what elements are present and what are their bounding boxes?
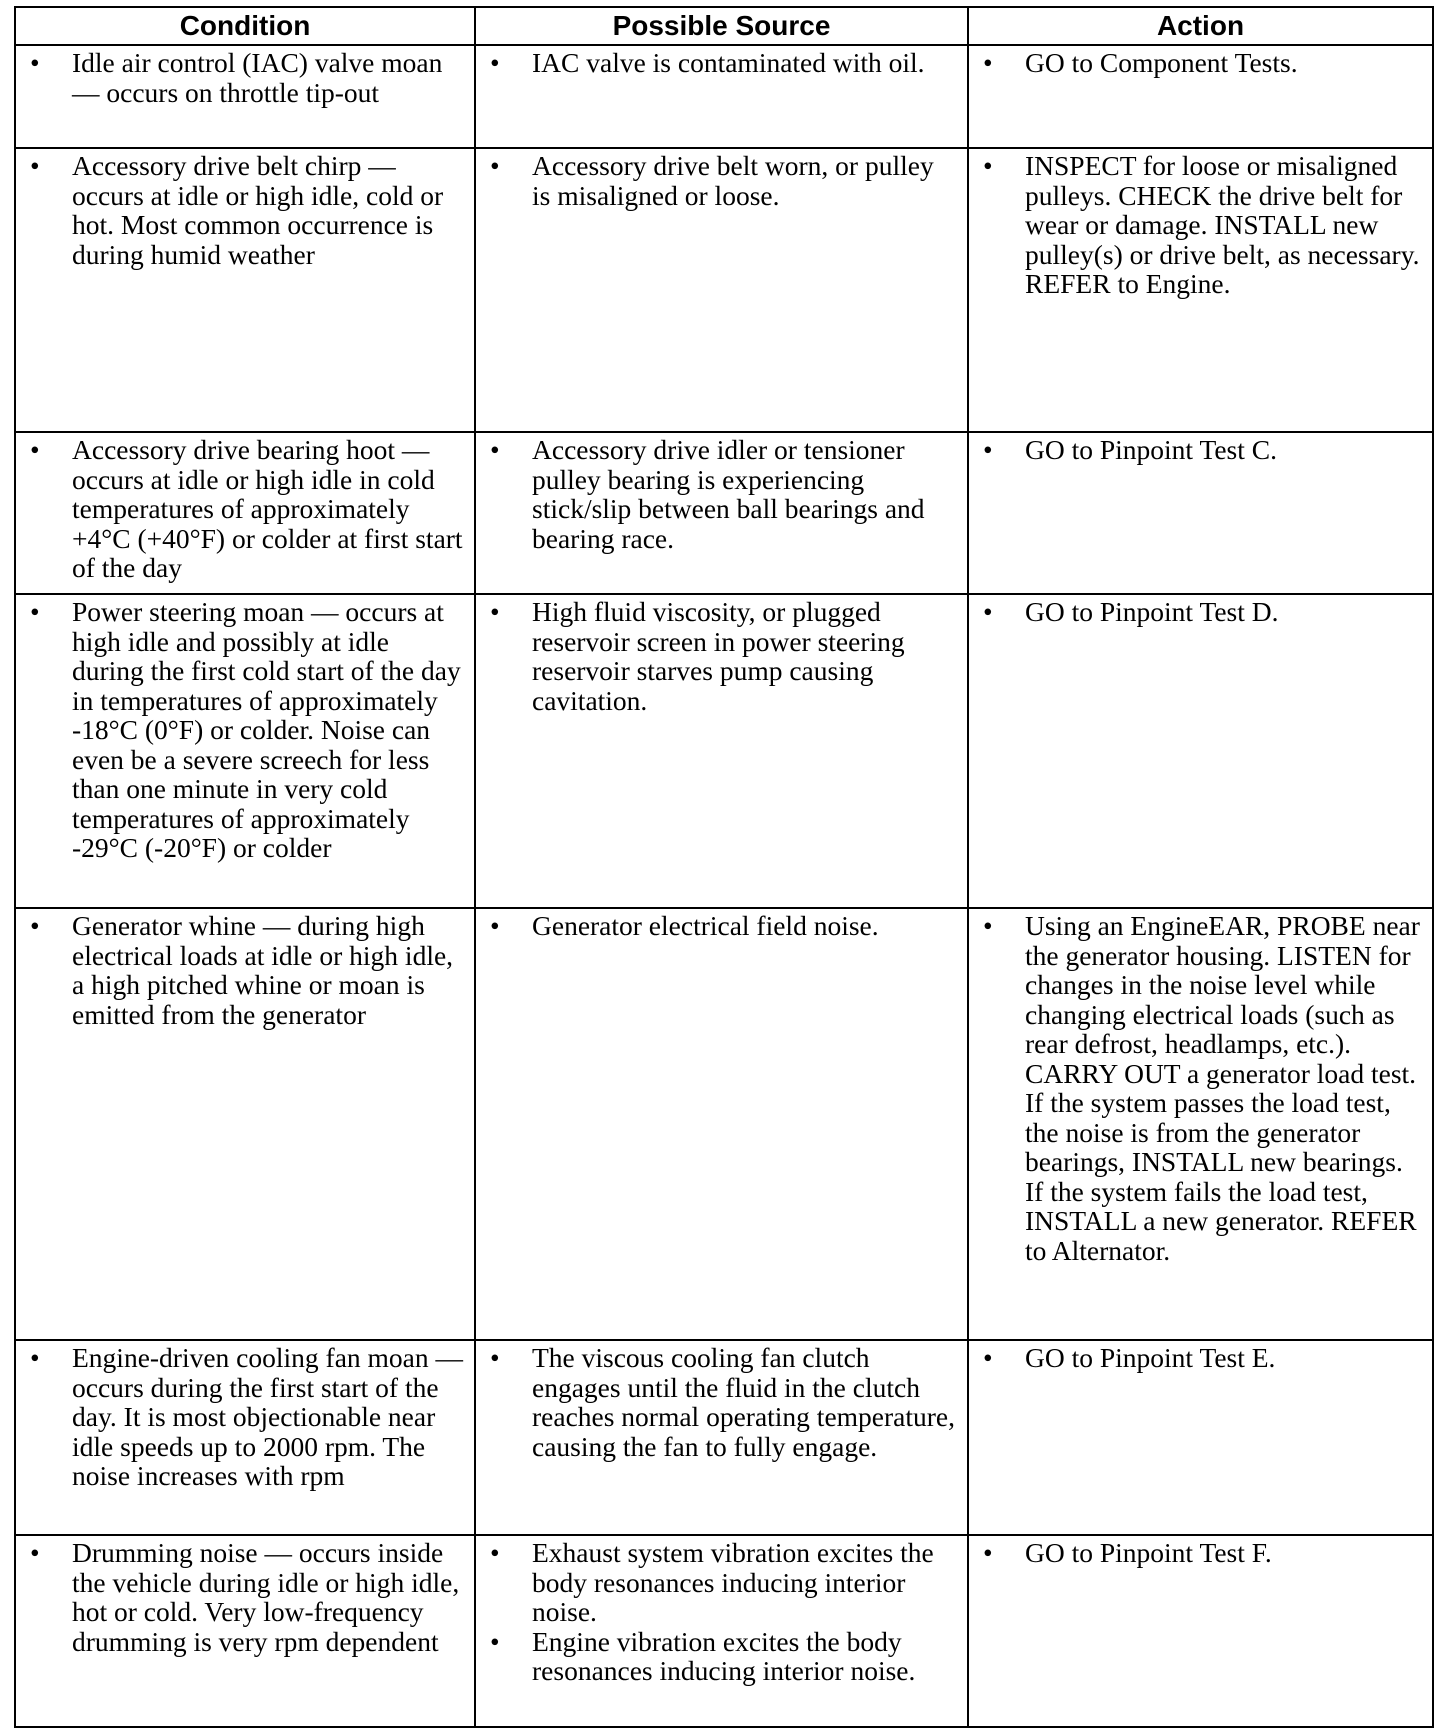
condition-text: • Accessory drive bearing hoot — occurs at idle or high idle in cold temperatures of approximately +4°C (+40°F) or colder at first start of the day xyxy=(30,435,464,583)
source-cell xyxy=(475,432,968,594)
header-action: Action xyxy=(968,7,1433,45)
source-cell xyxy=(475,594,968,908)
condition-cell xyxy=(15,1535,475,1727)
source-text: • Engine vibration excites the body resonances inducing interior noise. xyxy=(490,1627,957,1686)
action-cell xyxy=(968,1535,1433,1727)
table-row xyxy=(15,594,1433,908)
source-cell xyxy=(475,1340,968,1535)
source-text: • Accessory drive belt worn, or pulley is misaligned or loose. xyxy=(490,151,957,210)
header-condition: Condition xyxy=(15,7,475,45)
header-possible-source: Possible Source xyxy=(475,7,968,45)
condition-text: • Accessory drive belt chirp — occurs at idle or high idle, cold or hot. Most common occurrence is during humid weather xyxy=(30,151,464,269)
action-text: • GO to Pinpoint Test D. xyxy=(983,597,1422,627)
table-row xyxy=(15,908,1433,1340)
action-cell xyxy=(968,148,1433,432)
source-text: • The viscous cooling fan clutch engages until the fluid in the clutch reaches normal operating temperature, causing the fan to fully engage. xyxy=(490,1343,957,1461)
source-cell xyxy=(475,1535,968,1727)
condition-text: • Drumming noise — occurs inside the vehicle during idle or high idle, hot or cold. Very low-frequency drumming is very rpm dependent xyxy=(30,1538,464,1656)
source-text: • Generator electrical field noise. xyxy=(490,911,957,941)
condition-text: • Idle air control (IAC) valve moan — occurs on throttle tip-out xyxy=(30,48,464,107)
condition-cell xyxy=(15,148,475,432)
table-row xyxy=(15,148,1433,432)
condition-text: • Generator whine — during high electrical loads at idle or high idle, a high pitched whine or moan is emitted from the generator xyxy=(30,911,464,1029)
action-text: • INSPECT for loose or misaligned pulleys. CHECK the drive belt for wear or damage. INSTALL new pulley(s) or drive belt, as necessary. REFER to Engine. xyxy=(983,151,1422,299)
action-text: • GO to Pinpoint Test F. xyxy=(983,1538,1422,1568)
action-text: • GO to Pinpoint Test C. xyxy=(983,435,1422,465)
condition-text: • Engine-driven cooling fan moan — occurs during the first start of the day. It is most objectionable near idle speeds up to 2000 rpm. The noise increases with rpm xyxy=(30,1343,464,1491)
table-row xyxy=(15,1340,1433,1535)
action-text: • GO to Pinpoint Test E. xyxy=(983,1343,1422,1373)
condition-cell xyxy=(15,594,475,908)
condition-cell xyxy=(15,45,475,148)
source-cell xyxy=(475,908,968,1340)
condition-cell xyxy=(15,432,475,594)
source-text: • Exhaust system vibration excites the body resonances inducing interior noise. xyxy=(490,1538,957,1627)
action-text: • GO to Component Tests. xyxy=(983,48,1422,78)
action-cell xyxy=(968,432,1433,594)
source-cell xyxy=(475,45,968,148)
source-text: • High fluid viscosity, or plugged reservoir screen in power steering reservoir starves pump causing cavitation. xyxy=(490,597,957,715)
diagnosis-table xyxy=(14,6,1434,1728)
action-cell xyxy=(968,45,1433,148)
table-row xyxy=(15,45,1433,148)
condition-cell xyxy=(15,908,475,1340)
condition-text: • Power steering moan — occurs at high idle and possibly at idle during the first cold start of the day in temperatures of approximately -18°C (0°F) or colder. Noise can even be a severe screech for less than one minute in very cold temperatures of approximately -29°C (-20°F) or colder xyxy=(30,597,464,863)
table-row xyxy=(15,1535,1433,1727)
action-cell xyxy=(968,908,1433,1340)
source-text: • Accessory drive idler or tensioner pulley bearing is experiencing stick/slip between ball bearings and bearing race. xyxy=(490,435,957,553)
table-row xyxy=(15,432,1433,594)
condition-cell xyxy=(15,1340,475,1535)
header-row xyxy=(15,7,1433,45)
action-cell xyxy=(968,594,1433,908)
action-text: • Using an EngineEAR, PROBE near the generator housing. LISTEN for changes in the noise level while changing electrical loads (such as rear defrost, headlamps, etc.). CARRY OUT a generator load test. If the system passes the load test, the noise is from the generator bearings, INSTALL new bearings. If the system fails the load test, INSTALL a new generator. REFER to Alternator. xyxy=(983,911,1422,1265)
action-cell xyxy=(968,1340,1433,1535)
source-text: • IAC valve is contaminated with oil. xyxy=(490,48,957,78)
source-cell xyxy=(475,148,968,432)
